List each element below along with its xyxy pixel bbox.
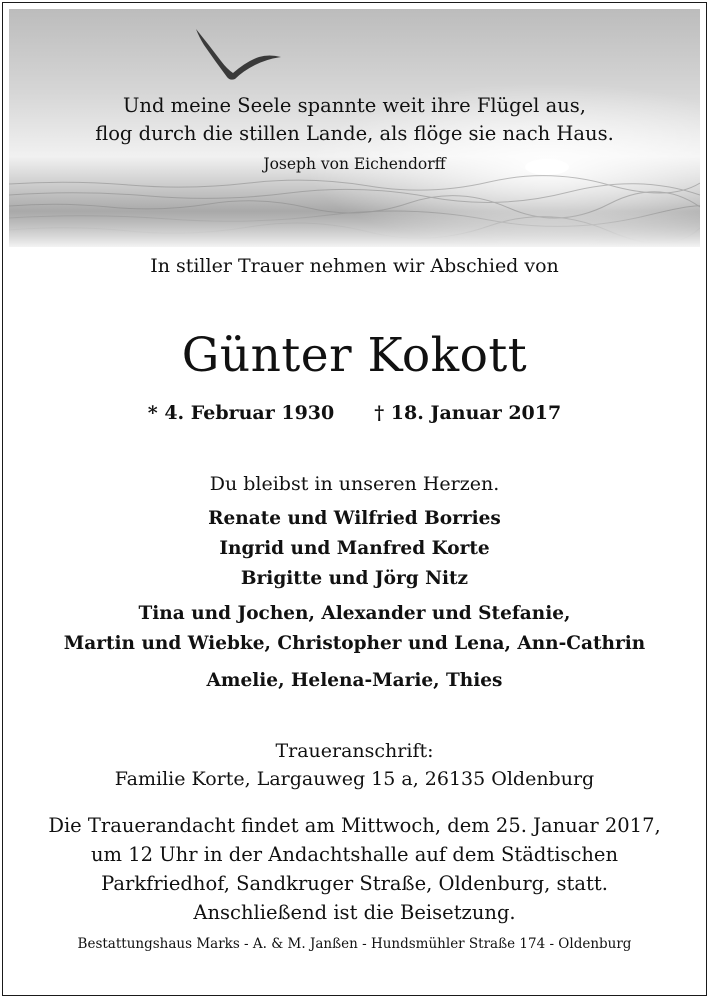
family-line: Renate und Wilfried Borries (208, 508, 501, 529)
obituary-notice (2, 2, 707, 996)
ceremony-line: Anschließend ist die Beisetzung. (193, 901, 516, 924)
header-image (9, 9, 700, 247)
family-line: Amelie, Helena-Marie, Thies (206, 670, 503, 691)
family-line: Martin und Wiebke, Christopher und Lena, Ann-Cathrin (63, 633, 646, 654)
ceremony-line: Parkfriedhof, Sandkruger Straße, Oldenburg, statt. (101, 872, 608, 895)
address-line: Familie Korte, Largauweg 15 a, 26135 Oldenburg (114, 768, 595, 790)
quote-author: Joseph von Eichendorff (263, 155, 446, 173)
quote-line-1: Und meine Seele spannte weit ihre Flügel aus, (123, 94, 586, 117)
family-line: Brigitte und Jörg Nitz (240, 568, 469, 589)
motto-text: Du bleibst in unseren Herzen. (209, 473, 500, 495)
address-label: Traueranschrift: (275, 740, 434, 762)
deceased-name: Günter Kokott (181, 328, 528, 383)
family-line: Ingrid und Manfred Korte (219, 538, 490, 559)
life-dates (3, 402, 706, 424)
family-line: Tina und Jochen, Alexander und Stefanie, (138, 603, 571, 624)
ceremony-line: um 12 Uhr in der Andachtshalle auf dem Städtischen (90, 843, 619, 866)
birth-date: * 4. Februar 1930 (147, 402, 335, 424)
quote-line-2: flog durch die stillen Lande, als flöge sie nach Haus. (95, 122, 614, 145)
death-date: † 18. Januar 2017 (374, 402, 562, 424)
funeral-home-footer: Bestattungshaus Marks - A. & M. Janßen - Hundsmühler Straße 174 - Oldenburg (77, 936, 632, 952)
intro-text: In stiller Trauer nehmen wir Abschied von (150, 255, 559, 277)
ceremony-line: Die Trauerandacht findet am Mittwoch, dem 25. Januar 2017, (48, 814, 661, 837)
